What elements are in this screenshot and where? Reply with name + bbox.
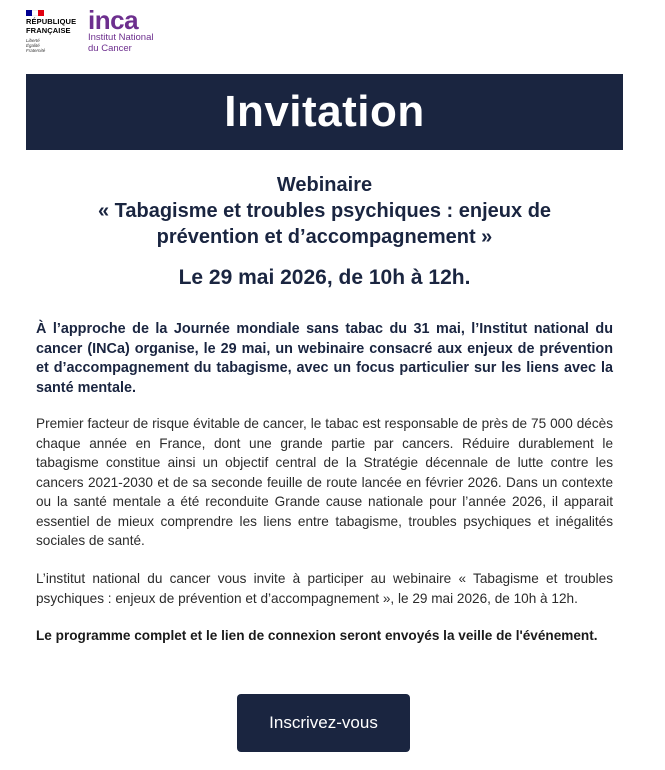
event-title-line-1: « Tabagisme et troubles psychiques : enjeux de [97,200,552,222]
inca-logo [88,5,208,54]
motto-line-2: Égalité [26,43,40,48]
event-type: Webinaire [276,174,373,196]
motto-line-3: Fraternité [26,48,46,53]
body-paragraph-1: Premier facteur de risque évitable de cancer, le tabac est responsable de près de 75 000 décès chaque année en France, dont une grande partie par cancers. Réduire durablement le tabagisme constitue ainsi un objectif central de la Stratégie décennale de lutte contre les cancers 2021-2030 et de sa seconde feuille de route lancée en février 2026. Dans un contexte ou la santé mentale a été reconduite Grande cause nationale pour l’année 2026, il apparait essentiel de mieux comprendre les liens entre tabagisme, troubles psychiques et inégalités sociales de santé. [36,416,613,548]
invitation-banner [26,74,623,150]
republique-francaise-logo [26,10,86,53]
banner-title: Invitation [224,87,425,136]
republique-line-2: FRANÇAISE [26,25,71,35]
event-date: Le 29 mai 2026, de 10h à 12h. [178,266,471,289]
body-paragraph-2: L’institut national du cancer vous invite à participer au webinaire « Tabagisme et troubles psychiques : enjeux de prévention et d’accompagnement », le 29 mai 2026, de 10h à 12h. [36,571,613,606]
motto-line-1: Liberté [26,38,40,43]
inca-wordmark: inca [88,5,139,35]
inca-name-line-1: Institut National [88,32,154,43]
body-paragraph-3: Le programme complet et le lien de connexion seront envoyés la veille de l'événement. [36,628,598,643]
register-button[interactable]: Inscrivez-vous [237,694,410,752]
header-logos [26,6,226,56]
event-title-block [26,172,623,250]
event-title-line-2: prévention et d’accompagnement » [156,226,493,248]
lead-paragraph: À l’approche de la Journée mondiale sans tabac du 31 mai, l’Institut national du cancer (INCa) organise, le 29 mai, un webinaire consacré aux enjeux de prévention et d’accompagnement du tabagisme, avec un focus particulier sur les liens avec la santé mentale. [36,321,613,396]
republique-line-1: RÉPUBLIQUE [26,17,77,26]
french-flag-icon [26,10,44,16]
inca-name-line-2: du Cancer [88,43,132,54]
